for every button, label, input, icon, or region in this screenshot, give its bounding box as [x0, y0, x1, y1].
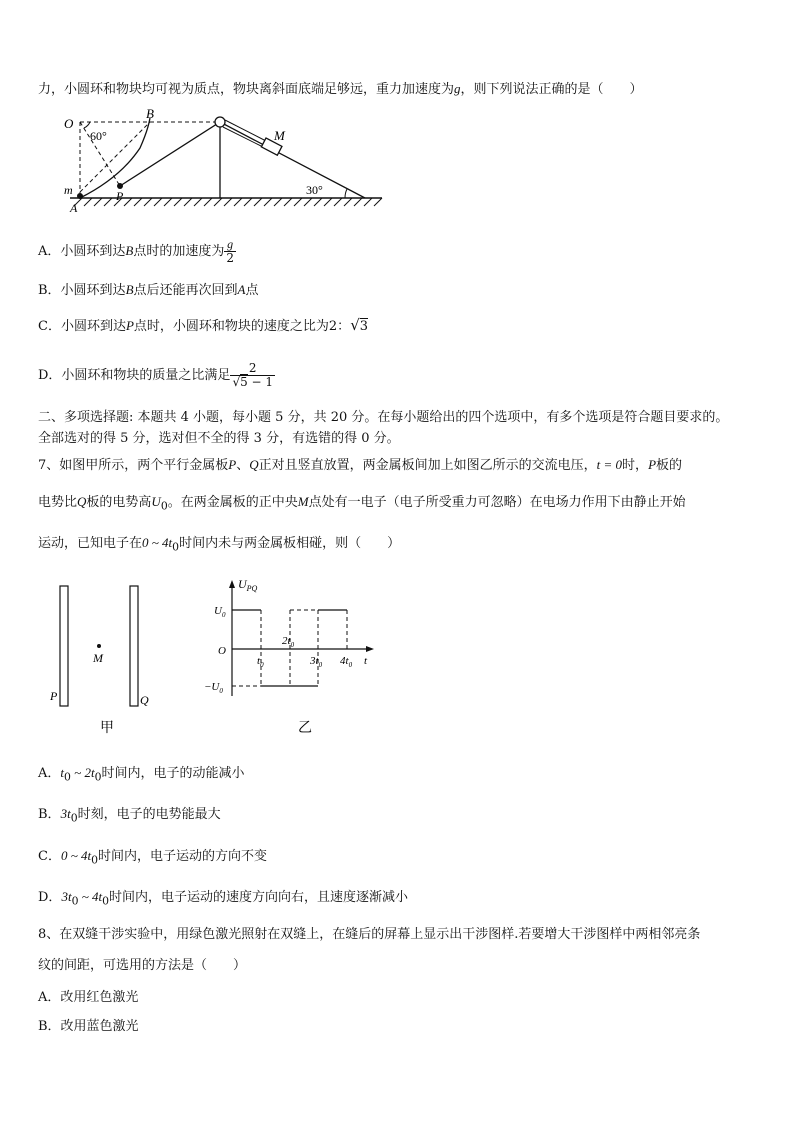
yi-4t0: $4t_0$ — [340, 655, 353, 669]
yi-2t0: $2t_0$ — [282, 635, 295, 649]
yi-3t0: $3t_0$ — [310, 655, 323, 669]
q8-option-a[interactable]: A．改用红色激光 — [38, 990, 139, 1005]
jia-label-P: P — [50, 689, 58, 703]
section2-line2: 全部选对的得 5 分，选对但不全的得 3 分，有选错的得 0 分。 — [38, 431, 400, 446]
q7-figure-jia — [46, 580, 166, 740]
q8-stem-line1: 8、在双缝干涉实验中，用绿色激光照射在双缝上，在缝后的屏幕上显示出干涉图样.若要增大干涉图样中两相邻亮条 — [38, 927, 701, 942]
label-O: O — [64, 116, 74, 131]
label-B: B — [146, 108, 154, 121]
q7-stem-line2: 电势比Q板的电势高$U_0$。在两金属板的正中央M点处有一电子（电子所受重力可忽略）在电场力作用下由静止开始 — [38, 494, 686, 513]
q8-option-b[interactable]: B．改用蓝色激光 — [38, 1019, 139, 1034]
q7-option-c[interactable]: C．0 ~ $4t_0$时间内，电子运动的方向不变 — [38, 848, 268, 867]
q6-figure — [60, 108, 390, 218]
q6-option-a[interactable]: A．小圆环到达B点时的加速度为 $\frac{g}{2}$ — [38, 237, 234, 265]
yi-t0: $t_0$ — [257, 655, 264, 669]
jia-caption: 甲 — [100, 721, 114, 736]
q7-stem-line3: 运动，已知电子在0 ~ $4t_0$时间内未与两金属板相碰，则（ ） — [38, 535, 401, 554]
plate-P — [60, 586, 68, 706]
q7-stem-line1: 7、如图甲所示，两个平行金属板P、Q正对且竖直放置，两金属板间加上如图乙所示的交流电压，t = 0时，P板的 — [38, 457, 683, 473]
q7-option-d[interactable]: D．$3t_0$ ~ $4t_0$时间内，电子运动的速度方向向右，且速度逐渐减小 — [38, 889, 409, 908]
label-M: M — [274, 128, 285, 143]
q7-figure-yi — [200, 576, 390, 742]
label-P: P — [116, 189, 124, 203]
q6-option-b[interactable]: B．小圆环到达B点后还能再次回到A点 — [38, 282, 259, 298]
label-m: m — [64, 183, 73, 197]
yi-t-axis: t — [364, 655, 368, 667]
sqrt-icon: √ — [232, 375, 241, 389]
q7-option-a[interactable]: A．$t_0$ ~ $2t_0$时间内，电子的动能减小 — [38, 765, 245, 784]
q6-option-c[interactable]: C．小圆环到达P点时，小圆环和物块的速度之比为2：√3 — [38, 316, 369, 334]
yi-ylabel: $U_{PQ}$ — [238, 577, 258, 593]
yi-U0: $U_0$ — [214, 605, 226, 619]
label-60deg: 60° — [90, 129, 107, 143]
voltage-waveform — [232, 610, 347, 686]
jia-label-Q: Q — [140, 693, 149, 707]
q6-option-d[interactable]: D．小圆环和物块的质量之比满足 $\frac{2}{√5 - 1}$ — [38, 361, 274, 389]
label-30deg: 30° — [306, 183, 323, 197]
jia-label-M: M — [93, 651, 103, 665]
yi-negU0: $-U_0$ — [204, 681, 223, 695]
point-M — [97, 644, 101, 648]
q6-stem: 力，小圆环和物块均可视为质点，物块离斜面底端足够远，重力加速度为g，则下列说法正确的是（ ） — [38, 81, 643, 97]
q7-option-b[interactable]: B．$3t_0$时刻，电子的电势能最大 — [38, 806, 221, 825]
label-A: A — [70, 201, 78, 215]
yi-origin: O — [218, 645, 226, 657]
yi-caption: 乙 — [298, 721, 312, 736]
sqrt-icon: √ — [350, 316, 360, 334]
q8-stem-line2: 纹的间距，可选用的方法是（ ） — [38, 958, 247, 973]
fraction-mass-ratio: $\frac{2}{√5 - 1}$ — [232, 361, 274, 389]
plate-Q — [130, 586, 138, 706]
fraction-g-over-2: $\frac{g}{2}$ — [226, 237, 234, 265]
section2-line1: 二、多项选择题: 本题共 4 小题，每小题 5 分，共 20 分。在每小题给出的四个选项中，有多个选项是符合题目要求的。 — [38, 410, 729, 425]
